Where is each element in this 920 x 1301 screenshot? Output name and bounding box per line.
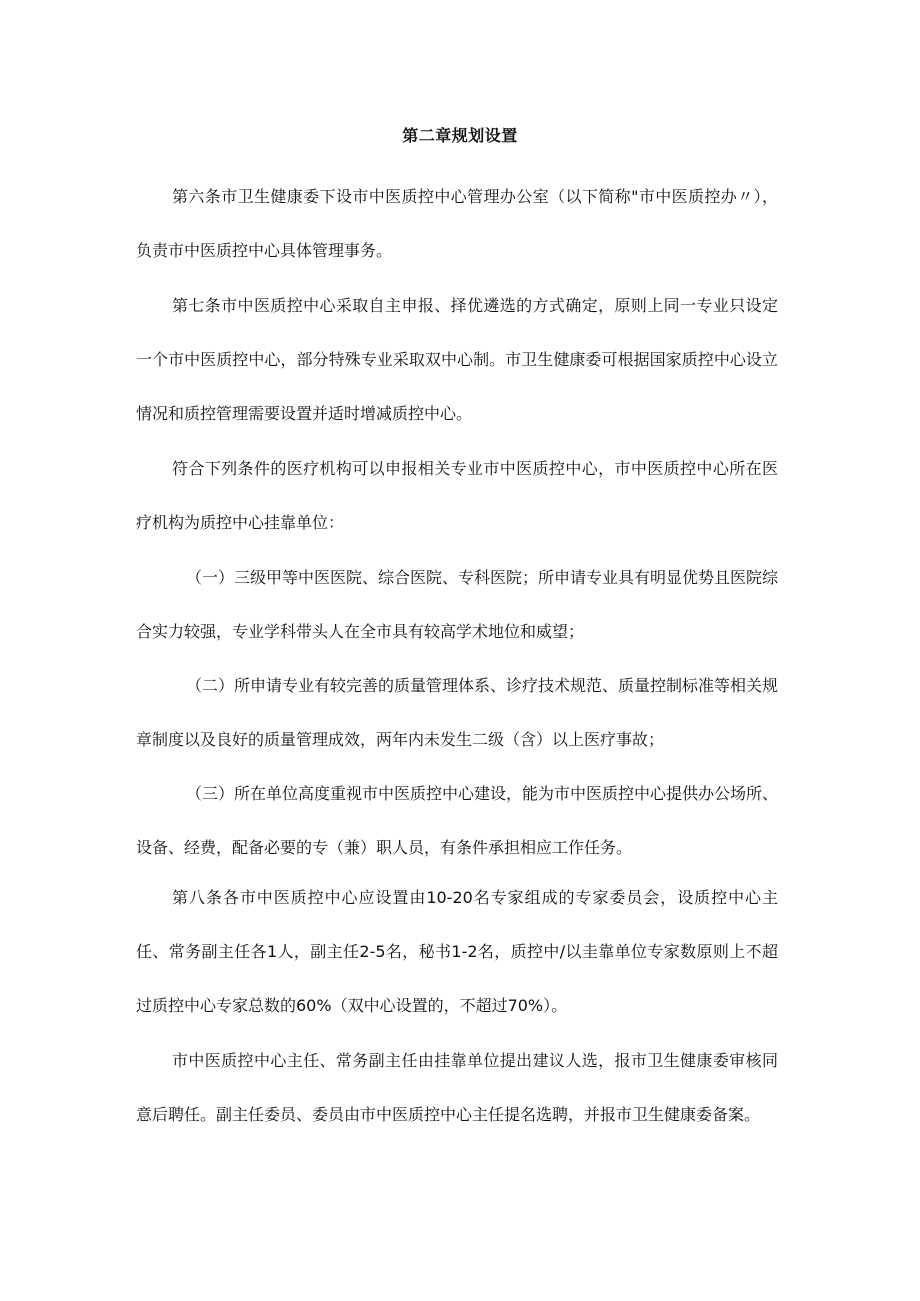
paragraph-eligibility-intro: 符合下列条件的医疗机构可以申报相关专业市中医质控中心，市中医质控中心所在医疗机构为质控中心挂靠单位： bbox=[136, 459, 778, 532]
paragraph-article-8: 第八条各市中医质控中心应设置由10-20名专家组成的专家委员会，设质控中心主任、常务副主任各1人，副主任2-5名，秘书1-2名，质控中/以圭靠单位专家数原则上不超过质控中心专家总数的60%（双中心设置的，不超过70%）。 bbox=[136, 888, 778, 1015]
paragraph-condition-1: （一）三级甲等中医医院、综合医院、专科医院；所申请专业具有明显优势且医院综合实力较强，专业学科带头人在全市具有较高学术地位和威望； bbox=[136, 568, 779, 641]
paragraph-article-7: 第七条市中医质控中心采取自主申报、择优遴选的方式确定，原则上同一专业只设定一个市中医质控中心，部分特殊专业采取双中心制。市卫生健康委可根据国家质控中心设立情况和质控管理需要设置并适时增减质控中心。 bbox=[136, 296, 778, 423]
paragraph-article-6: 第六条市卫生健康委下设市中医质控中心管理办公室（以下简称"市中医质控办〃），负责市中医质控中心具体管理事务。 bbox=[136, 187, 778, 260]
paragraph-condition-2: （二）所申请专业有较完善的质量管理体系、诊疗技术规范、质量控制标准等相关规章制度以及良好的质量管理成效，两年内未发生二级（含）以上医疗事故； bbox=[136, 676, 779, 749]
paragraph-condition-3: （三）所在单位高度重视市中医质控中心建设，能为市中医质控中心提供办公场所、设备、经费，配备必要的专（兼）职人员，有条件承担相应工作任务。 bbox=[136, 784, 779, 857]
chapter-title: 第二章规划设置 bbox=[402, 126, 518, 145]
paragraph-appointment: 市中医质控中心主任、常务副主任由挂靠单位提出建议人选，报市卫生健康委审核同意后聘任。副主任委员、委员由市中医质控中心主任提名选聘，并报市卫生健康委备案。 bbox=[136, 1051, 778, 1124]
